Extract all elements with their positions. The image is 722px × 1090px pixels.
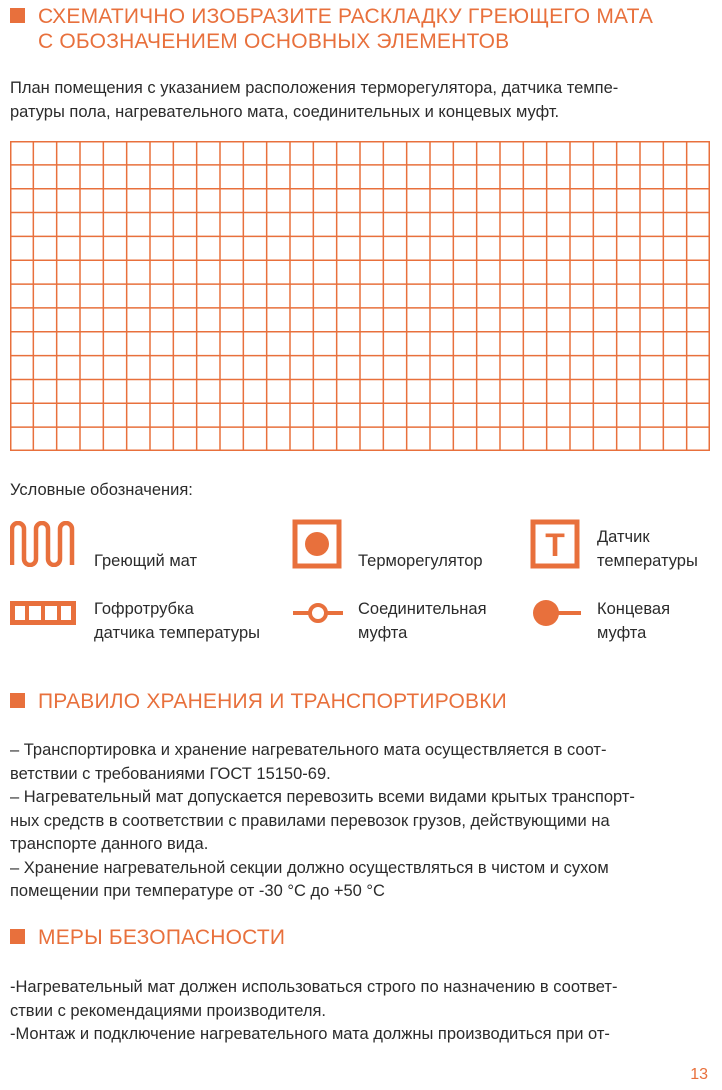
storage-line: ветствии с требованиями ГОСТ 15150-69. xyxy=(10,764,331,783)
intro-line-1: План помещения с указанием расположения терморегулятора, датчика темпе- xyxy=(10,79,619,97)
legend-label-connector-coupling-line-1: Соединительная xyxy=(358,600,487,618)
heating-mat-icon xyxy=(10,521,76,567)
drawing-grid xyxy=(10,141,710,451)
safety-title: МЕРЫ БЕЗОПАСНОСТИ xyxy=(38,926,286,949)
page-number: 13 xyxy=(690,1066,708,1083)
legend-label-connector-coupling-line-2: муфта xyxy=(358,624,408,642)
heading-line-1: СХЕМАТИЧНО ИЗОБРАЗИТЕ РАСКЛАДКУ ГРЕЮЩЕГО МАТА xyxy=(38,5,654,28)
connector-coupling-icon xyxy=(292,600,344,626)
legend-label-temperature-sensor xyxy=(597,525,698,573)
svg-text:T: T xyxy=(545,527,565,563)
temperature-sensor-icon xyxy=(530,519,580,569)
intro-paragraph xyxy=(10,77,710,124)
legend-label-end-coupling-line-2: муфта xyxy=(597,624,647,642)
heading-square-icon xyxy=(10,693,25,708)
legend-label-connector-coupling xyxy=(358,597,487,645)
legend-title: Условные обозначения: xyxy=(10,481,193,499)
heading-line-2: С ОБОЗНАЧЕНИЕМ ОСНОВНЫХ ЭЛЕМЕНТОВ xyxy=(38,30,510,53)
section-heading-safety xyxy=(10,925,285,950)
storage-line: – Хранение нагревательной секции должно осуществляться в чистом и сухом xyxy=(10,858,609,877)
safety-line: -Нагревательный мат должен использоваться строго по назначению в соответ- xyxy=(10,978,618,996)
storage-paragraph xyxy=(10,739,710,904)
storage-line: транспорте данного вида. xyxy=(10,835,209,853)
legend-label-end-coupling xyxy=(597,597,670,645)
legend-label-sensor-conduit-line-1: Гофротрубка xyxy=(94,600,194,618)
thermostat-icon xyxy=(292,519,342,569)
heading-square-icon xyxy=(10,8,25,23)
storage-line: помещении при температуре от -30 °C до +50 °C xyxy=(10,882,385,900)
legend-label-temperature-sensor-line-1: Датчик xyxy=(597,528,650,546)
storage-line: – Нагревательный мат допускается перевозить всеми видами крытых транспорт- xyxy=(10,788,635,806)
storage-title: ПРАВИЛО ХРАНЕНИЯ И ТРАНСПОРТИРОВКИ xyxy=(38,690,507,713)
legend-label-sensor-conduit xyxy=(94,597,260,645)
storage-line: – Транспортировка и хранение нагревательного мата осуществляется в соот- xyxy=(10,741,607,759)
section-heading-storage xyxy=(10,689,507,714)
storage-line: ных средств в соответствии с правилами перевозок грузов, действующими на xyxy=(10,811,610,830)
safety-line: ствии с рекомендациями производителя. xyxy=(10,1001,326,1020)
end-coupling-icon xyxy=(532,598,582,628)
legend-label-thermostat: Терморегулятор xyxy=(358,552,483,570)
legend-label-end-coupling-line-1: Концевая xyxy=(597,600,671,618)
intro-line-2: ратуры пола, нагревательного мата, соединительных и концевых муфт. xyxy=(10,102,560,121)
sensor-conduit-icon xyxy=(10,601,76,625)
section-heading-layout xyxy=(10,4,653,54)
legend-label-heating-mat: Греющий мат xyxy=(94,552,198,570)
legend-label-temperature-sensor-line-2: температуры xyxy=(597,552,698,570)
safety-paragraph xyxy=(10,976,710,1047)
safety-line: -Монтаж и подключение нагревательного мата должны производиться при от- xyxy=(10,1025,610,1043)
heading-square-icon xyxy=(10,929,25,944)
legend-label-sensor-conduit-line-2: датчика температуры xyxy=(94,624,260,642)
